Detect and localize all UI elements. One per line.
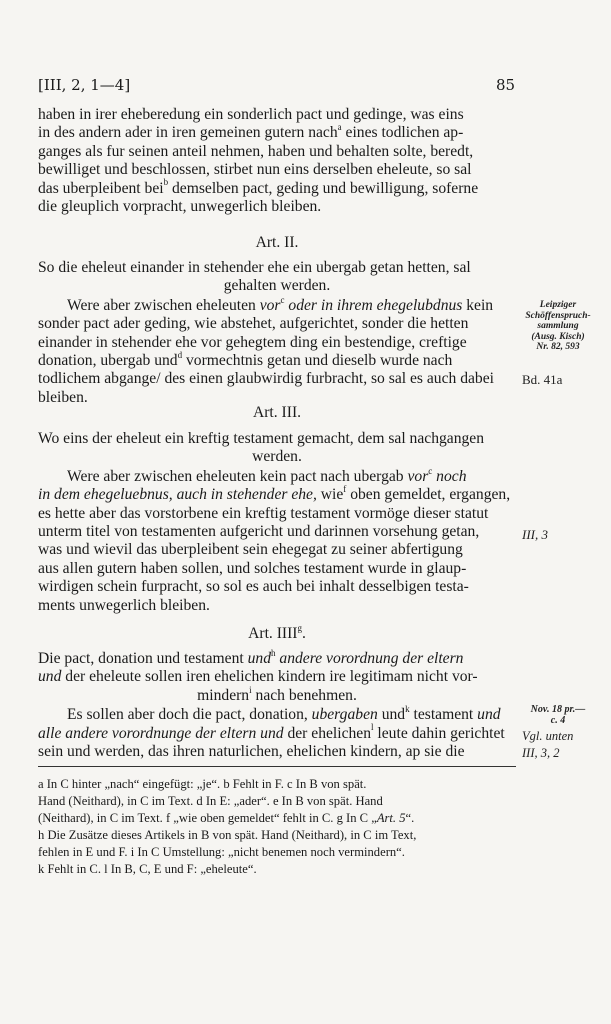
article-3: Wo eins der eheleut ein kreftig testament gemacht, dem sal nachgangen werden. Were aber zwischen eheleuten kein pact nach ubergab vor$^c$ noch in dem ehegeluebnus, auch in stehender ehe, wie$^f$ oben gemeldet, ergangen, es hette aber das vorstorbene ein kreftig testament vormöge dieser statut unterm titel von testamenten aufgericht und darinnen vorsehung getan, was und wievil das uberpleibent sein ehegegat zu seiner abfertigung aus allen gutern haben sollen, und solches testament wurde in glaup- wirdigen schein furpracht, so sol es auch bei inhalt desselbigen testa- ments unwegerlich bleiben. <box>38 430 511 614</box>
article-2: So die eheleut einander in stehender ehe ein ubergab getan hetten, sal gehalten werden. Were aber zwischen eheleuten vor$^c$ oder in ihrem ehegelubdnus kein sonder pact ader geding, wie abstehet, aufgerichtet, sonder die hetten einander in stehender ehe vor gehegtem ding ein bestendige, creftige donation, ubergab und$^d$ vormechtnis getan und dieselb wurde nach todlichem abgange/ des einen glaubwirdig furbracht, so sal es auch dabei bleiben. <box>38 259 494 406</box>
article-heading: Art. III. <box>252 404 302 421</box>
article-4: Die pact, donation und testament und$^h$ andere vorordnung der eltern und der eheleute sollen iren ehelichen kindern ire legitimam nicht vor- mindern$^i$ nach benehmen. Es sollen aber doch die pact, donation, ubergaben und$^k$ testament und alle andere vorordnunge der eltern und der ehelichen$^l$ leute dahin gerichtet sein und werden, das ihren naturlichen, ehelichen kindern, ap sie die <box>38 647 505 761</box>
paragraph-continued: haben in irer eheberedung ein sonderlich pact und gedinge, was eins in des andern ader in iren gemeinen gutern nach$^a$ eines todlichen ap- ganges als fur seinen anteil nehmen, haben und behalten solte, beredt, bewilliget und beschlossen, stirbet nun eins derselben eheleute, so sal das uberpleibent bei$^b$ demselben pact, geding und bewilligung, soferne die gleuplich vorpracht, unwegerlich bleiben. <box>38 106 479 216</box>
running-header: [III, 2, 1—4] <box>38 76 131 94</box>
margin-note-nov: Nov. 18 pr.— c. 4 <box>530 704 586 726</box>
footnote-rule <box>38 766 516 767</box>
margin-note-ref: III, 3 <box>522 527 548 542</box>
article-heading: Art. II. <box>255 234 299 251</box>
article-heading: Art. IIII$^g$. <box>248 622 306 642</box>
page-number: 85 <box>496 76 516 94</box>
margin-note-leipziger: Leipziger Schöffenspruch- sammlung (Ausg. Kisch) Nr. 82, 593 <box>525 300 591 352</box>
margin-note-vgl: Vgl. unten III, 3, 2 <box>522 729 574 760</box>
margin-note-bd: Bd. 41a <box>522 372 563 387</box>
footnotes: a In C hinter „nach“ eingefügt: „je“. b Fehlt in F. c In B von spät. Hand (Neithard), in C im Text. d In E: „ader“. e In B von spät. Hand (Neithard), in C im Text. f „wie oben gemeldet“ fehlt in C. g In C „Art. 5“. h Die Zusätze dieses Artikels in B von spät. Hand (Neithard), in C im Text, fehlen in E und F. i In C Umstellung: „nicht benemen noch vermindern“. k Fehlt in C. l In B, C, E und F: „eheleute“. <box>38 777 417 876</box>
